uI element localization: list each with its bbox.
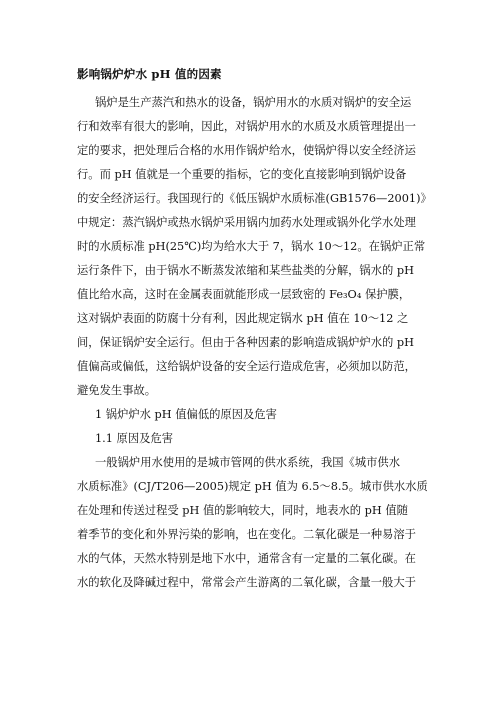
paragraph-line: 定的要求，把处理后合格的水用作锅炉给水，使锅炉得以安全经济运 xyxy=(77,144,416,157)
paragraph-line: 水的软化及降碱过程中，常常会产生游离的二氧化碳，含量一般大于 xyxy=(77,576,416,589)
paragraph-line: 时的水质标准 pH(25℃)均为给水大于 7，锅水 10～12。在锅炉正常 xyxy=(77,240,426,253)
paragraph-line: 行和效率有很大的影响，因此，对锅炉用水的水质及水质管理提出一 xyxy=(77,120,416,133)
paragraph-line: 行。而 pH 值就是一个重要的指标，它的变化直接影响到锅炉设备 xyxy=(77,168,407,181)
paragraph-line: 这对锅炉表面的防腐十分有利，因此规定锅水 pH 值在 10～12 之 xyxy=(77,312,409,325)
paragraph-line: 锅炉是生产蒸汽和热水的设备，锅炉用水的水质对锅炉的安全运 xyxy=(95,96,412,109)
paragraph-line: 一般锅炉用水使用的是城市管网的供水系统，我国《城市供水 xyxy=(95,456,401,469)
paragraph-line: 运行条件下，由于锅水不断蒸发浓缩和某些盐类的分解，锅水的 pH xyxy=(77,264,414,277)
paragraph-line: 着季节的变化和外界污染的影响，也在变化。二氧化碳是一种易溶于 xyxy=(77,528,416,541)
paragraph-line: 值偏高或偏低，这给锅炉设备的安全运行造成危害，必须加以防范， xyxy=(77,360,416,373)
subsection-heading: 1.1 原因及危害 xyxy=(95,432,174,445)
paragraph-line: 水质标准》(CJ/T206—2005)规定 pH 值为 6.5～8.5。城市供水水质 xyxy=(77,480,428,493)
document-title: 影响锅炉炉水 pH 值的因素 xyxy=(77,67,222,81)
paragraph-line: 值比给水高，这时在金属表面就能形成一层致密的 Fe₃O₄ 保护膜， xyxy=(77,288,411,301)
paragraph-line: 间，保证锅炉安全运行。但由于各种因素的影响造成锅炉炉水的 pH xyxy=(77,336,414,349)
paragraph-line: 水的气体，天然水特别是地下水中，通常含有一定量的二氧化碳。在 xyxy=(77,552,416,565)
paragraph-line: 在处理和传送过程受 pH 值的影响较大，同时，地表水的 pH 值随 xyxy=(77,504,408,517)
paragraph-line: 避免发生事故。 xyxy=(77,384,157,397)
paragraph-line: 的安全经济运行。我国现行的《低压锅炉水质标准(GB1576—2001)》 xyxy=(77,192,432,205)
paragraph-line: 中规定：蒸汽锅炉或热水锅炉采用锅内加药水处理或锅外化学水处理 xyxy=(77,216,416,229)
section-heading: 1 锅炉炉水 pH 值偏低的原因及危害 xyxy=(95,408,277,421)
